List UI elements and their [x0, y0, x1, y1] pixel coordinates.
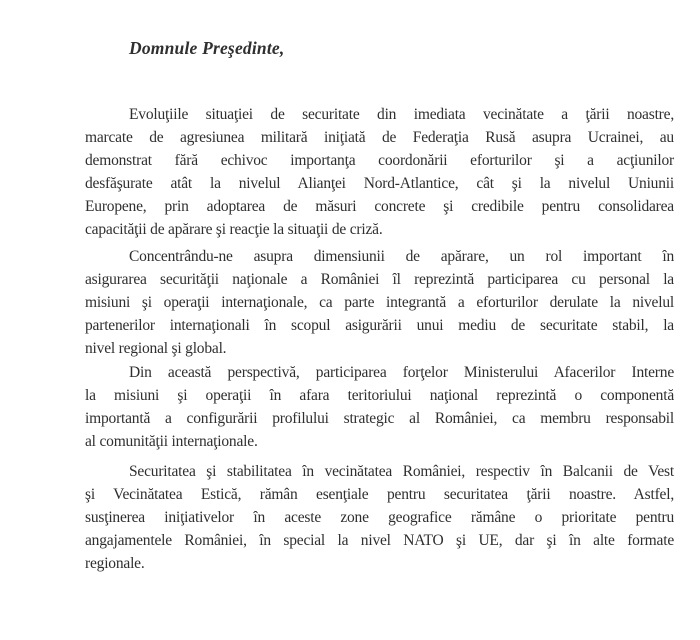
text-line: importantă a configurării profilului strategic al României, ca membru responsabil [85, 410, 674, 427]
text-line: Europene, prin adoptarea de măsuri concrete şi credibile pentru consolidarea [85, 198, 674, 215]
text-line: susţinerea iniţiativelor în aceste zone geografice rămâne o prioritate pentru [85, 509, 674, 526]
text-line: partenerilor internaţionali în scopul asigurării unui mediu de securitate stabil, la [85, 317, 674, 334]
text-line: Din această perspectivă, participarea forţelor Ministerului Afacerilor Interne [129, 364, 674, 381]
text-line: asigurarea securităţii naţionale a României îl reprezintă participarea cu personal la [85, 271, 674, 288]
paragraph [85, 103, 674, 241]
text-line: angajamentele României, în special la nivel NATO şi UE, dar şi în alte formate [85, 532, 674, 549]
text-line: capacităţii de apărare şi reacţie la situaţii de criză. [85, 221, 383, 238]
text-line: misiuni şi operaţii internaţionale, ca parte integrantă a eforturilor derulate la nivelul [85, 294, 674, 311]
text-line: Concentrându-ne asupra dimensiunii de apărare, un rol important în [129, 248, 674, 265]
text-line: Securitatea şi stabilitatea în vecinătatea României, respectiv în Balcanii de Vest [129, 463, 674, 480]
text-line: desfăşurate atât la nivelul Alianţei Nord-Atlantice, cât şi la nivelul Uniunii [85, 175, 674, 192]
text-line: marcate de agresiunea militară iniţiată de Federaţia Rusă asupra Ucrainei, au [85, 129, 674, 146]
letter-body [85, 103, 674, 575]
text-line: al comunităţii internaţionale. [85, 433, 258, 450]
salutation: Domnule Preşedinte, [129, 38, 285, 58]
paragraph [85, 245, 674, 360]
text-line: şi Vecinătatea Estică, rămân esenţiale pentru securitatea ţării noastre. Astfel, [85, 486, 674, 503]
text-line: la misiuni şi operaţii în afara teritoriului naţional reprezintă o componentă [85, 387, 674, 404]
text-line: nivel regional şi global. [85, 340, 227, 357]
text-line: demonstrat fără echivoc importanţa coordonării eforturilor şi a acţiunilor [85, 152, 674, 169]
text-line: regionale. [85, 555, 145, 572]
paragraph [85, 460, 674, 575]
text-line: Evoluţiile situaţiei de securitate din imediata vecinătate a ţării noastre, [129, 106, 674, 123]
paragraph [85, 361, 674, 453]
